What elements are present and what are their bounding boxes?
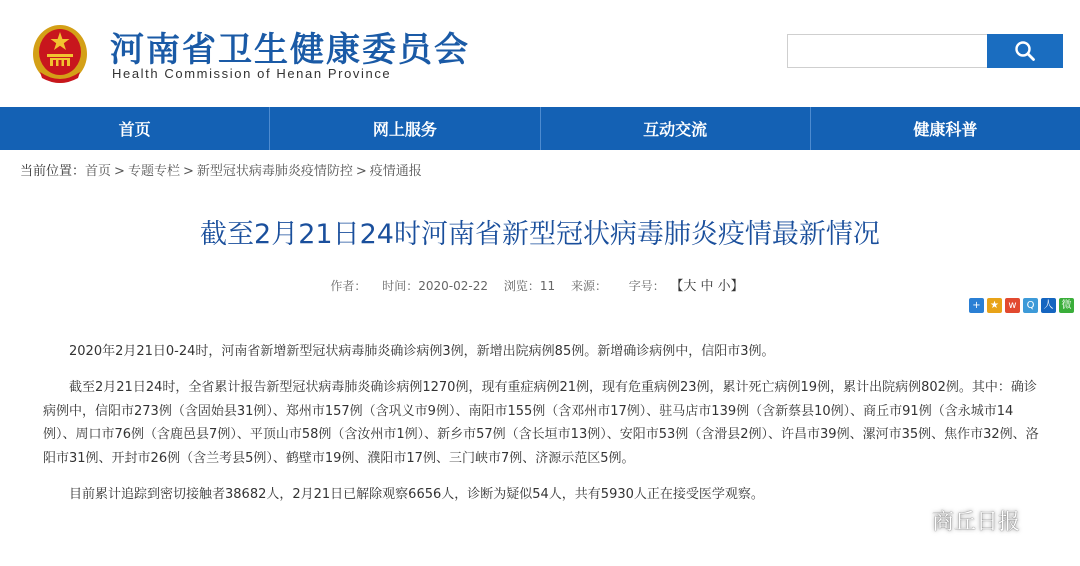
weibo-icon[interactable]: w <box>1005 298 1020 313</box>
meta-views: 浏览：11 <box>503 279 556 293</box>
share-bar <box>969 298 1074 313</box>
site-title: 河南省卫生健康委员会 <box>110 30 470 70</box>
article-meta <box>0 275 1080 294</box>
qzone-icon[interactable]: Q <box>1023 298 1038 313</box>
site-header <box>0 0 1080 107</box>
meta-time: 时间：2020-02-22 <box>382 279 489 293</box>
fontsize-label: 字号： <box>628 279 665 293</box>
nav-item-online-service[interactable]: 网上服务 <box>270 107 540 150</box>
meta-fontsize <box>623 279 750 293</box>
star-icon[interactable]: ★ <box>987 298 1002 313</box>
breadcrumb-separator: > <box>114 164 125 179</box>
breadcrumb-separator: > <box>182 164 194 179</box>
breadcrumb-label: 当前位置： <box>20 164 86 179</box>
fontsize-options[interactable]: 【大 中 小】 <box>676 279 744 294</box>
article-title: 截至2月21日24时河南省新型冠状病毒肺炎疫情最新情况 <box>200 219 880 250</box>
article-paragraph: 目前累计追踪到密切接触者38682人，2月21日已解除观察6656人，诊断为疑似54人，共有5930人正在接受医学观察。 <box>69 487 764 503</box>
breadcrumb-epidemic-report[interactable]: 疫情通报 <box>369 164 422 179</box>
site-subtitle: Health Commission of Henan Province <box>112 66 392 81</box>
nav-item-home[interactable]: 首页 <box>0 107 270 150</box>
meta-source: 来源： <box>570 279 607 293</box>
wechat-logo-icon <box>896 509 926 533</box>
main-nav <box>0 107 1080 150</box>
renren-icon[interactable]: 人 <box>1041 298 1056 313</box>
breadcrumb-special-topics[interactable]: 专题专栏 <box>127 164 180 179</box>
breadcrumb-epidemic-control[interactable]: 新型冠状病毒肺炎疫情防控 <box>196 164 353 179</box>
wechat-icon[interactable]: 微 <box>1059 298 1074 313</box>
search-button[interactable] <box>987 34 1063 68</box>
breadcrumb <box>20 160 422 179</box>
plus-icon[interactable]: + <box>969 298 984 313</box>
article-paragraph: 2020年2月21日0-24时，河南省新增新型冠状病毒肺炎确诊病例3例，新增出院病例85例。新增确诊病例中，信阳市3例。 <box>69 344 775 359</box>
breadcrumb-home[interactable]: 首页 <box>85 164 112 179</box>
national-emblem-icon <box>30 20 90 86</box>
nav-item-interaction[interactable]: 互动交流 <box>541 107 811 150</box>
meta-author: 作者： <box>330 279 367 293</box>
article-body <box>43 340 1043 506</box>
watermark-text: 商丘日报 <box>932 510 1021 535</box>
watermark <box>896 505 1020 536</box>
nav-item-health-science[interactable]: 健康科普 <box>913 120 978 139</box>
search-input[interactable] <box>787 34 987 68</box>
breadcrumb-separator: > <box>355 164 367 179</box>
article-paragraph: 截至2月21日24时，全省累计报告新型冠状病毒肺炎确诊病例1270例，现有重症病例21例，现有危重病例23例，累计死亡病例19例，累计出院病例802例。其中：确诊病例中，信阳市273例（含固始县31例）、郑州市157例（含巩义市9例）、南阳市155例（含邓州市17例）、驻马店市139例（含新蔡县10例）、商丘市91例（含永城市14例）、周口市76例（含鹿邑县7例）、平顶山市58例（含汝州市1例）、新乡市57例（含长垣市13例）、安阳市53例（含滑县2例）、许昌市39例、漯河市35例、焦作市32例、洛阳市31例、开封市26例（含兰考县5例）、鹤壁市19例、濮阳市17例、三门峡市7例、济源示范区5例。 <box>43 380 1039 466</box>
search-icon <box>1014 40 1036 62</box>
